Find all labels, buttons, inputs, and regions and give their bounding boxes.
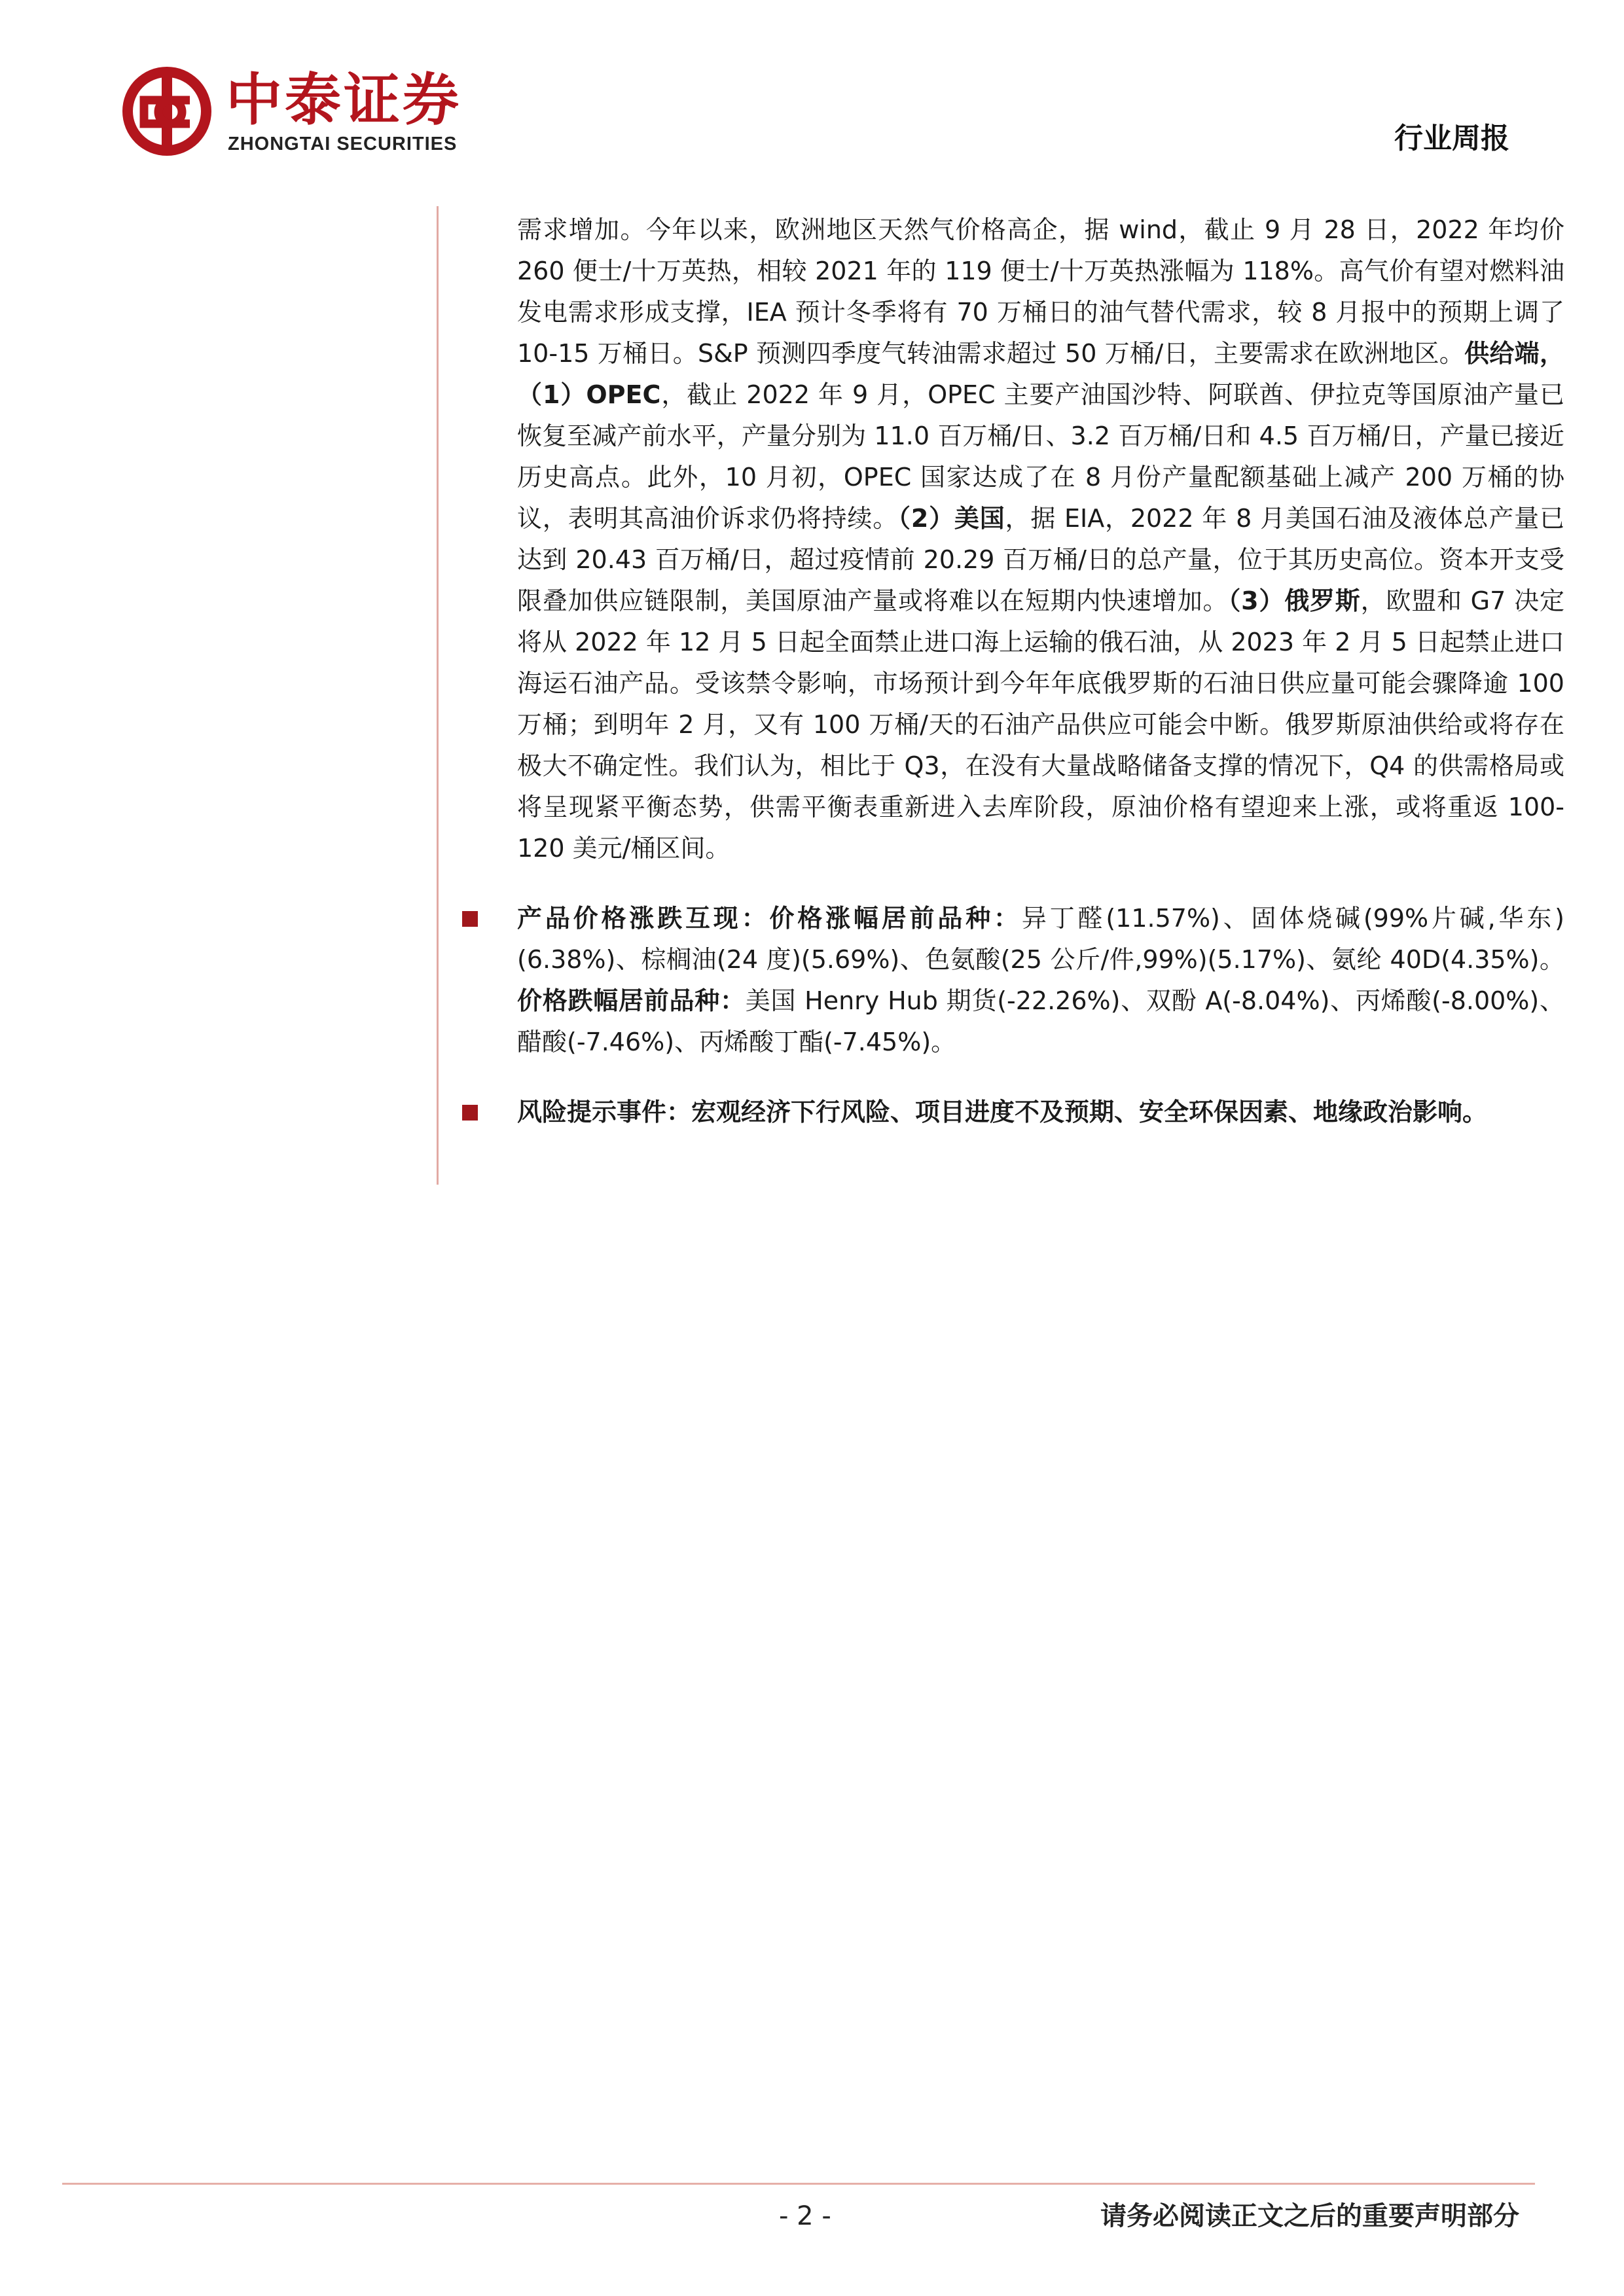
company-logo: [118, 62, 484, 167]
text-segment: 需求增加。今年以来，欧洲地区天然气价格高企，据 wind，截止 9 月 28 日，2022 年均价 260 便士/十万英热，相较 2021 年的 119 便士/十万英热涨幅为 118%。高气价有望对燃料油发电需求形成支撑，IEA 预计冬季将有 70 万桶日的油气替代需求，较 8 月报中的预期上调了 10-15 万桶日。S&P 预测四季度气转油需求超过 50 万桶/日，主要需求在欧洲地区。: [517, 215, 1564, 368]
text-segment: ，欧盟和 G7 决定将从 2022 年 12 月 5 日起全面禁止进口海上运输的俄石油，从 2023 年 2 月 5 日起禁止进口海运石油产品。受该禁令影响，市场预计到今年年底俄罗斯的石油日供应量可能会骤降逾 100 万桶；到明年 2 月，又有 100 万桶/天的石油产品供应可能会中断。俄罗斯原油供给或将存在极大不确定性。我们认为，相比于 Q3，在没有大量战略储备支撑的情况下，Q4 的供需格局或将呈现紧平衡态势，供需平衡表重新进入去库阶段，原油价格有望迎来上涨，或将重返 100-120 美元/桶区间。: [517, 586, 1564, 863]
text-segment: ，截止 2022 年 9 月，OPEC 主要产油国沙特、阿联酋、伊拉克等国原油产量已恢复至减产前水平，产量分别为 11.0 百万桶/日、3.2 百万桶/日和 4.5 百万桶/日，产量已接近历史高点。此外，10 月初，OPEC 国家达成了在 8 月份产量配额基础上减产 200 万桶的协议，表明其高油价诉求仍将持续。: [517, 380, 1564, 533]
square-bullet-icon: [462, 1105, 478, 1121]
page-number: - 2 -: [779, 2201, 831, 2231]
main-content: [517, 209, 1564, 1133]
text-segment: ，据 EIA，2022 年 8 月美国石油及液体总产量已达到 20.43 百万桶/日，超过疫情前 20.29 百万桶/日的总产量，位于其历史高位。资本开支受限叠加供应链限制，美国原油产量或将难以在短期内快速增加。: [517, 504, 1564, 615]
logo-chinese-name: 中泰证券: [226, 67, 461, 133]
bold-heading-russia: （3）俄罗斯: [1228, 586, 1361, 615]
bold-risk-text: 风险提示事件：宏观经济下行风险、项目进度不及预期、安全环保因素、地缘政治影响。: [517, 1098, 1488, 1126]
paragraph-risk-warning: [517, 1092, 1564, 1133]
bold-heading-price-fall: 价格跌幅居前品种：: [517, 986, 746, 1015]
bold-heading-supply-opec: 供给端，（1）OPEC: [517, 339, 1564, 409]
logo-emblem-icon: [118, 62, 216, 160]
footer-divider-line: [62, 2183, 1535, 2185]
footer-disclaimer: 请务必阅读正文之后的重要声明部分: [1100, 2201, 1519, 2231]
square-bullet-icon: [462, 911, 478, 927]
left-divider-line: [437, 206, 439, 1185]
report-type-label: 行业周报: [1394, 122, 1509, 155]
paragraph-price-changes: [517, 898, 1564, 1063]
bullet-price-changes: [517, 898, 1564, 1063]
bold-heading-usa: （2）美国: [898, 504, 1005, 533]
text-segment: 美国 Henry Hub 期货(-22.26%)、双酚 A(-8.04%)、丙烯酸(-8.00%)、醋酸(-7.46%)、丙烯酸丁酯(-7.45%)。: [517, 986, 1564, 1056]
paragraph-oil-supply-demand: [517, 209, 1564, 869]
text-segment: 异丁醛(11.57%)、固体烧碱(99%片碱,华东)(6.38%)、棕榈油(24 度)(5.69%)、色氨酸(25 公斤/件,99%)(5.17%)、氨纶 40D(4.35%)。: [517, 904, 1564, 974]
bullet-risk-warning: [517, 1092, 1564, 1133]
bold-heading-price-rise: 产品价格涨跌互现：价格涨幅居前品种：: [517, 904, 1022, 933]
logo-english-name: ZHONGTAI SECURITIES: [228, 134, 458, 154]
